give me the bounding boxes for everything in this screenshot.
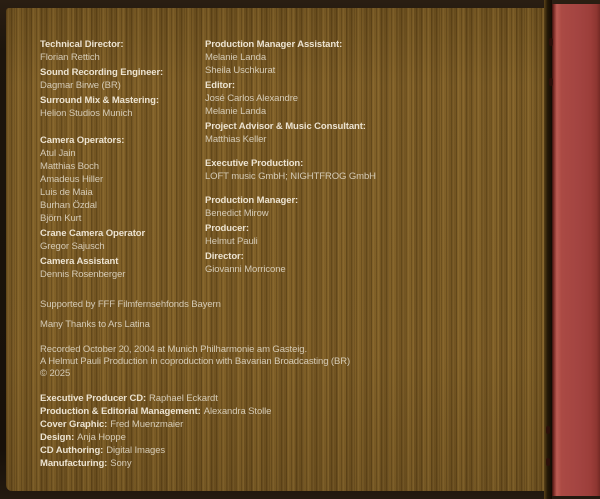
credit-name: Melanie Landa (205, 52, 267, 63)
cd-credit-name: Digital Images (106, 445, 166, 456)
credit-section-technical-director (40, 38, 205, 64)
recording-note (40, 344, 350, 380)
credit-role: Sound Recording Engineer: (40, 67, 164, 78)
credit-name: Florian Rettich (40, 52, 100, 63)
credit-name: Sheila Uschkurat (205, 65, 276, 76)
credit-role: Production Manager Assistant: (205, 39, 343, 50)
staple-mark (546, 426, 550, 434)
credit-role: Project Advisor & Music Consultant: (205, 121, 366, 132)
cd-credit-row (40, 431, 271, 444)
credit-name: Amadeus Hiller (40, 174, 104, 185)
supported-by-note: Supported by FFF Filmfernsehfonds Bayern (40, 299, 221, 310)
cd-credit-name: Anja Hoppe (77, 432, 126, 443)
spine-fold-shadow (544, 0, 552, 499)
cd-credit-role: Manufacturing: (40, 458, 108, 469)
credit-section-surround-mix (40, 94, 205, 120)
credit-section-production-manager-assistant (205, 38, 435, 77)
credit-name: Matthias Keller (205, 134, 267, 145)
credit-section-sound-engineer (40, 66, 205, 92)
cd-credit-row (40, 444, 271, 457)
credit-role: Production Manager: (205, 195, 299, 206)
recording-note-line2: A Helmut Pauli Production in coproduction with Bavarian Broadcasting (BR) (40, 356, 351, 367)
credit-role: Camera Operators: (40, 135, 125, 146)
thanks-note: Many Thanks to Ars Latina (40, 319, 150, 330)
credit-name: Gregor Sajusch (40, 241, 105, 252)
credit-role: Crane Camera Operator (40, 228, 146, 239)
cd-credit-row (40, 457, 271, 470)
credit-name: Atul Jain (40, 148, 76, 159)
credit-role: Camera Assistant (40, 256, 119, 267)
credit-role: Editor: (205, 80, 235, 91)
credit-section-camera-operators (40, 134, 205, 225)
booklet-credits-page (6, 8, 546, 491)
cd-credit-role: CD Authoring: (40, 445, 104, 456)
credit-name: Helmut Pauli (205, 236, 258, 247)
credit-name: Giovanni Morricone (205, 264, 286, 275)
credit-section-producer (205, 222, 435, 248)
credit-role: Executive Production: (205, 158, 304, 169)
credit-section-camera-assistant (40, 255, 205, 281)
credit-name: Björn Kurt (40, 213, 82, 224)
credits-column-left (40, 38, 205, 283)
cd-credit-role: Cover Graphic: (40, 419, 108, 430)
credit-name: Luis de Maia (40, 187, 93, 198)
credit-name: LOFT music GmbH; NIGHTFROG GmbH (205, 171, 376, 182)
credit-name: Melanie Landa (205, 106, 267, 117)
credit-role: Director: (205, 251, 244, 262)
copyright-line: © 2025 (40, 368, 71, 379)
cd-credit-name: Fred Muenzmaier (110, 419, 184, 430)
recording-note-line1: Recorded October 20, 2004 at Munich Philharmonie am Gasteig. (40, 344, 308, 355)
credit-name: Helion Studios Munich (40, 108, 133, 119)
credit-section-crane-operator (40, 227, 205, 253)
credit-role: Producer: (205, 223, 249, 234)
cd-credit-name: Raphael Eckardt (149, 393, 218, 404)
cd-credit-row (40, 392, 271, 405)
credit-name: Dagmar Birwe (BR) (40, 80, 121, 91)
cd-credit-name: Sony (110, 458, 132, 469)
credit-section-editor (205, 79, 435, 118)
credit-name: José Carlos Alexandre (205, 93, 298, 104)
cd-credit-name: Alexandra Stolle (203, 406, 272, 417)
acknowledgements-block (40, 298, 350, 380)
staple-mark (549, 78, 553, 86)
credits-column-right (205, 38, 435, 278)
credit-name: Benedict Mirow (205, 208, 269, 219)
credit-name: Dennis Rosenberger (40, 269, 126, 280)
credit-name: Burhan Özdal (40, 200, 97, 211)
credit-section-director (205, 250, 435, 276)
cd-credit-role: Executive Producer CD: (40, 393, 147, 404)
credit-section-project-advisor (205, 120, 435, 146)
credit-role: Surround Mix & Mastering: (40, 95, 159, 106)
booklet-spine-red (552, 4, 600, 496)
credit-section-executive-production (205, 157, 435, 183)
credit-section-production-manager (205, 194, 435, 220)
cd-credit-role: Design: (40, 432, 75, 443)
staple-mark (546, 458, 550, 466)
cd-credit-role: Production & Editorial Management: (40, 406, 201, 417)
staple-mark (549, 38, 553, 46)
cd-credit-row (40, 405, 271, 418)
cd-credit-row (40, 418, 271, 431)
credit-name: Matthias Boch (40, 161, 99, 172)
credit-role: Technical Director: (40, 39, 124, 50)
cd-credits-block (40, 392, 271, 470)
